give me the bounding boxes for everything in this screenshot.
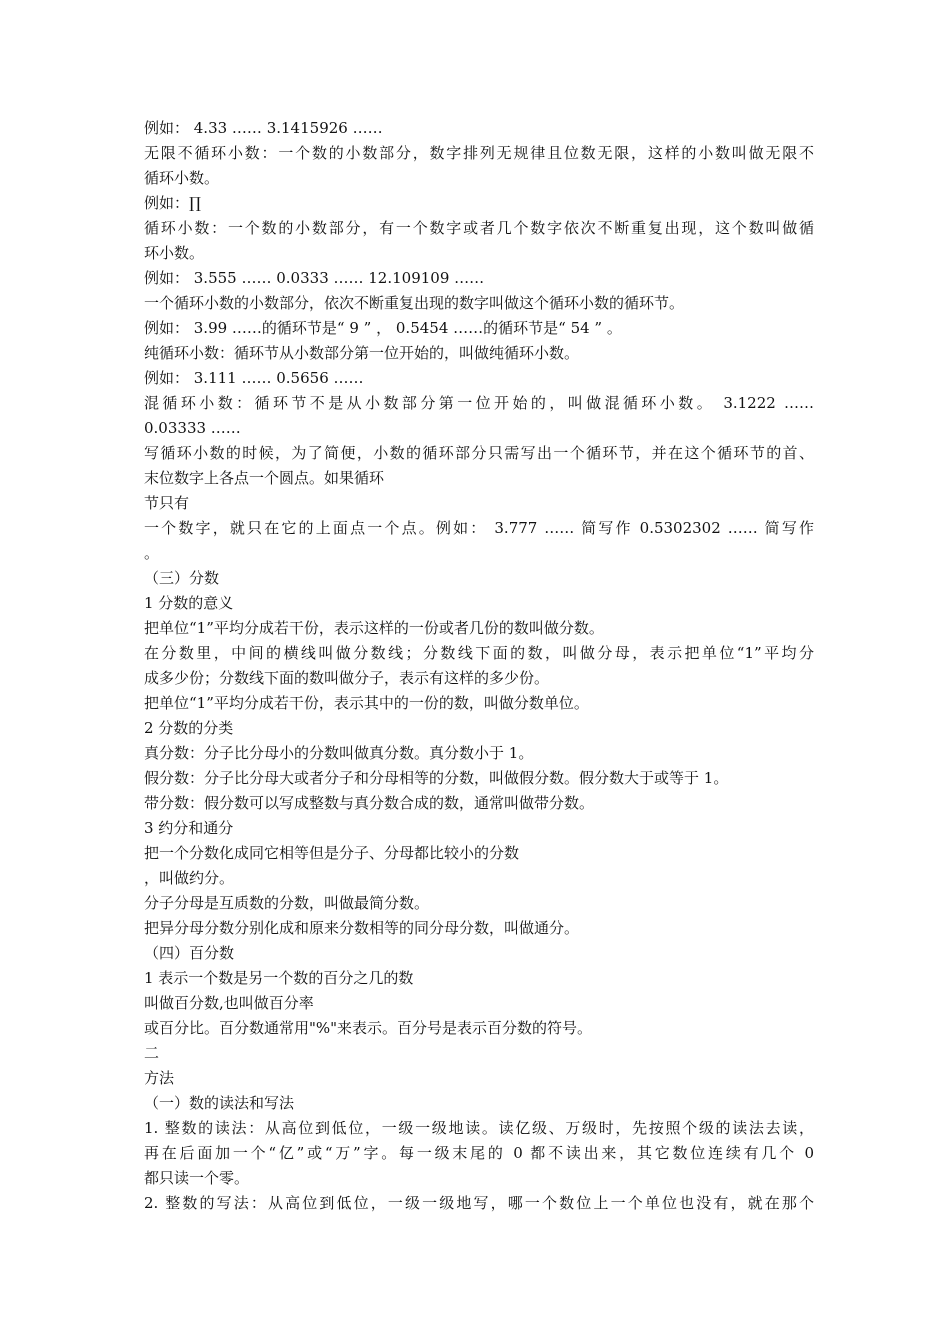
text-line: 写循环小数的时候，为了简便，小数的循环部分只需写出一个循环节，并在这个循环节的首、	[144, 444, 814, 462]
text-line: 1 表示一个数是另一个数的百分之几的数	[144, 969, 414, 987]
text-line: 带分数：假分数可以写成整数与真分数合成的数，通常叫做带分数。	[144, 794, 595, 812]
text-line: 末位数字上各点一个圆点。如果循环	[144, 469, 385, 487]
text-line: 0.03333 ……	[144, 419, 241, 437]
text-line: 例如： 3.111 …… 0.5656 ……	[144, 369, 364, 387]
text-line: 成多少份；分数线下面的数叫做分子，表示有这样的多少份。	[144, 669, 550, 687]
text-line: 。	[144, 544, 160, 562]
chapter-title: 方法	[144, 1069, 175, 1087]
text-line: 把单位“1”平均分成若干份，表示这样的一份或者几份的数叫做分数。	[144, 619, 604, 637]
text-line: 把一个分数化成同它相等但是分子、分母都比较小的分数	[144, 844, 520, 862]
section-heading: （三）分数	[144, 569, 220, 587]
text-line: 把单位“1”平均分成若干份，表示其中的一份的数，叫做分数单位。	[144, 694, 589, 712]
text-line: 一个循环小数的小数部分，依次不断重复出现的数字叫做这个循环小数的循环节。	[144, 294, 685, 312]
text-line: 假分数：分子比分母大或者分子和分母相等的分数，叫做假分数。假分数大于或等于 1。	[144, 769, 729, 787]
text-line: 循环小数。	[144, 169, 220, 187]
text-line: 例如： 3.555 …… 0.0333 …… 12.109109 ……	[144, 269, 485, 287]
section-heading: （一）数的读法和写法	[144, 1094, 295, 1112]
subsection-heading: 1 分数的意义	[144, 594, 234, 612]
text-line: 例如： 4.33 …… 3.1415926 ……	[144, 119, 383, 137]
chapter-number: 二	[144, 1044, 160, 1062]
text-line: 一个数字，就只在它的上面点一个点。例如： 3.777 …… 简写作 0.5302302 …… 简写作	[144, 519, 814, 537]
text-line: 或百分比。百分数通常用"%"来表示。百分号是表示百分数的符号。	[144, 1019, 593, 1037]
text-line: 再在后面加一个“亿”或“万”字。每一级末尾的 0 都不读出来，其它数位连续有几个 0	[144, 1144, 814, 1162]
section-heading: （四）百分数	[144, 944, 235, 962]
text-line: ，叫做约分。	[144, 869, 235, 887]
text-line: 纯循环小数：循环节从小数部分第一位开始的，叫做纯循环小数。	[144, 344, 580, 362]
text-line: 在分数里，中间的横线叫做分数线；分数线下面的数，叫做分母，表示把单位“1”平均分	[144, 644, 814, 662]
text-line: 循环小数：一个数的小数部分，有一个数字或者几个数字依次不断重复出现，这个数叫做循	[144, 219, 814, 237]
text-line: 环小数。	[144, 244, 205, 262]
text-line: 把异分母分数分别化成和原来分数相等的同分母分数，叫做通分。	[144, 919, 580, 937]
text-line: 叫做百分数,也叫做百分率	[144, 994, 314, 1012]
text-line: 2. 整数的写法：从高位到低位，一级一级地写，哪一个数位上一个单位也没有，就在那个	[144, 1194, 814, 1212]
text-line: 混循环小数：循环节不是从小数部分第一位开始的，叫做混循环小数。 3.1222 ……	[144, 394, 814, 412]
text-line: 无限不循环小数：一个数的小数部分，数字排列无规律且位数无限，这样的小数叫做无限不	[144, 144, 814, 162]
text-line: 分子分母是互质数的分数，叫做最简分数。	[144, 894, 430, 912]
text-line: 真分数：分子比分母小的分数叫做真分数。真分数小于 1。	[144, 744, 534, 762]
text-line: 节只有	[144, 494, 190, 512]
subsection-heading: 2 分数的分类	[144, 719, 234, 737]
subsection-heading: 3 约分和通分	[144, 819, 234, 837]
text-line: 1. 整数的读法：从高位到低位，一级一级地读。读亿级、万级时，先按照个级的读法去读，	[144, 1119, 814, 1137]
text-line: 例如： 3.99 ……的循环节是“ 9 ” ， 0.5454 ……的循环节是“ 54 ” 。	[144, 319, 622, 337]
text-line: 都只读一个零。	[144, 1169, 250, 1187]
text-line: 例如：∏	[144, 194, 201, 212]
